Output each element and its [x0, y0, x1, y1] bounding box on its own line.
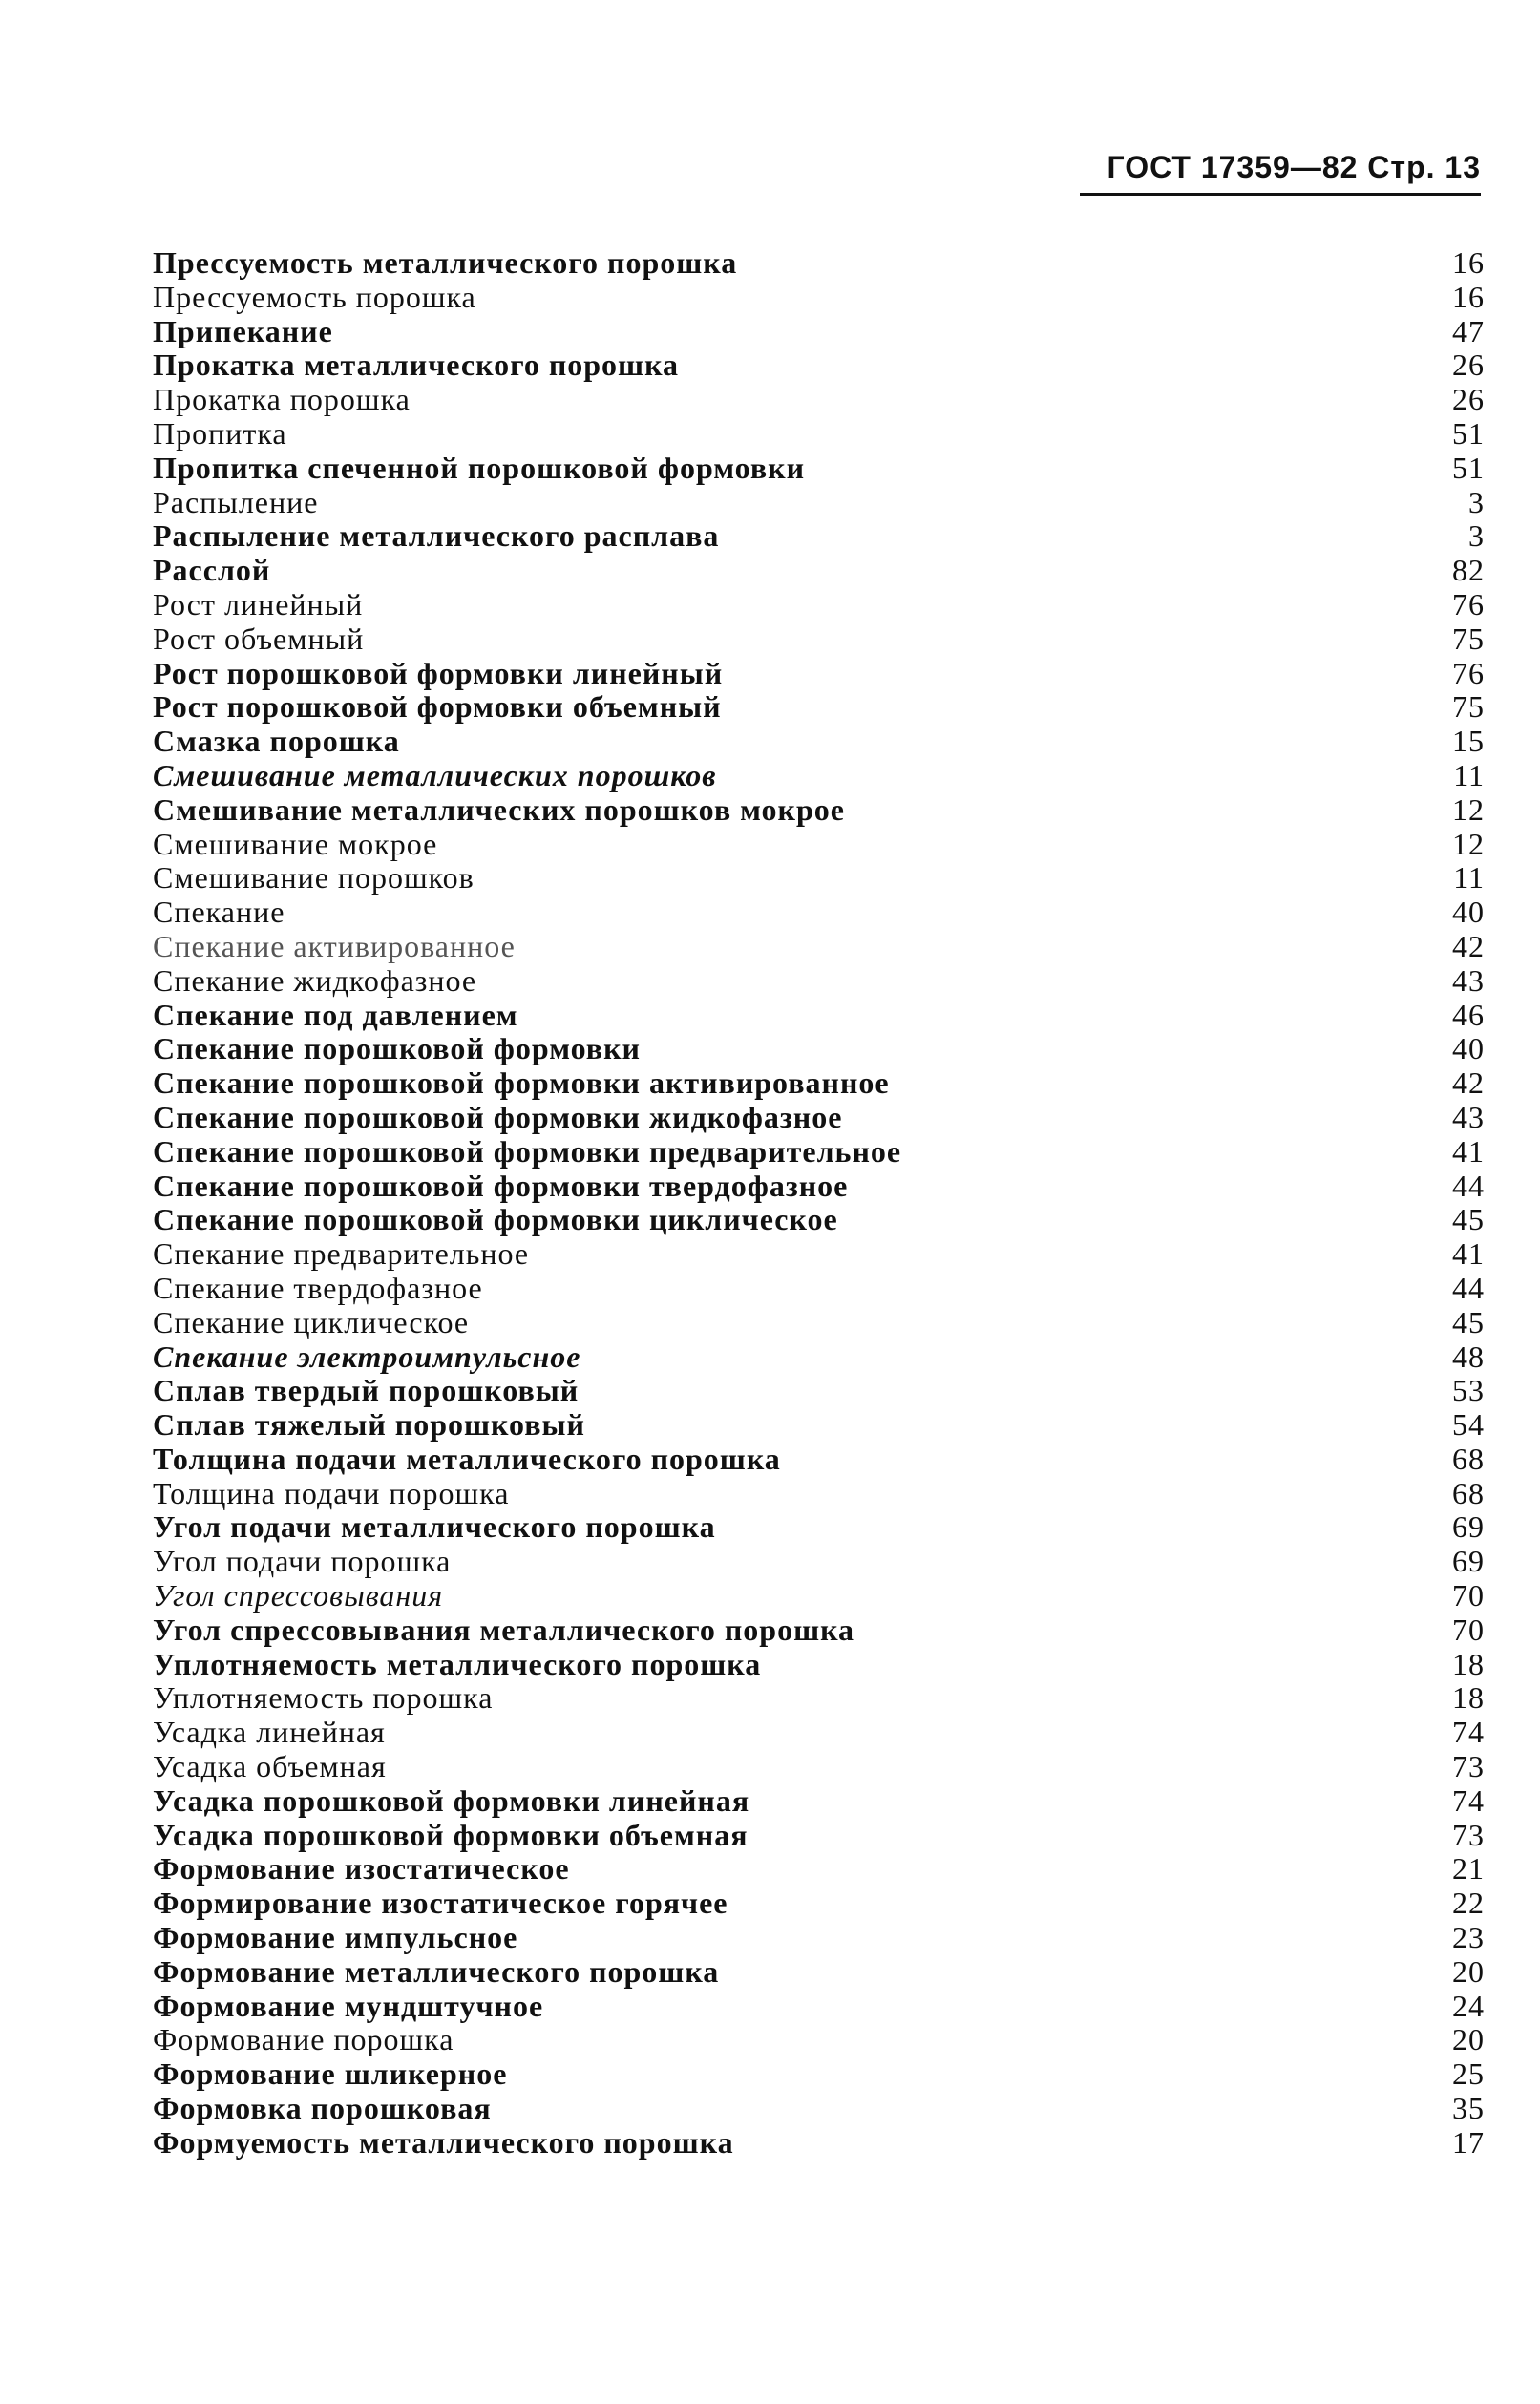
index-page-number: 41 [1452, 1133, 1485, 1169]
index-page-number: 18 [1452, 1680, 1485, 1716]
index-term: Прессуемость порошка [153, 279, 476, 314]
index-entry [153, 1066, 1485, 1101]
index-term: Уплотняемость металлического порошка [153, 1646, 762, 1681]
index-entry [153, 1340, 1485, 1375]
index-entry [153, 1477, 1485, 1511]
index-term: Пропитка спеченной порошковой формовки [153, 450, 805, 485]
index-term: Угол спрессовывания металлического порошка [153, 1612, 855, 1647]
index-entry [153, 281, 1485, 315]
index-entry [153, 1101, 1485, 1135]
index-entry [153, 1374, 1485, 1408]
page-title: ГОСТ 17359—82 Стр. 13 [1107, 150, 1481, 184]
index-term: Толщина подачи порошка [153, 1475, 510, 1510]
index-entry [153, 1510, 1485, 1545]
index-entry [153, 1784, 1485, 1819]
index-entry [153, 246, 1485, 281]
index-page-number: 74 [1452, 1715, 1485, 1750]
index-page-number: 74 [1452, 1782, 1485, 1818]
index-term: Спекание циклическое [153, 1304, 470, 1339]
index-entry [153, 1443, 1485, 1477]
index-entry [153, 725, 1485, 759]
index-term: Формирование изостатическое горячее [153, 1886, 728, 1921]
page-header [1080, 143, 1481, 196]
index-term: Толщина подачи металлического порошка [153, 1441, 781, 1476]
index-entry [153, 1681, 1485, 1716]
index-term: Формование шликерное [153, 2056, 508, 2092]
index-term: Спекание электроимпульсное [153, 1339, 581, 1374]
index-page-number: 25 [1452, 2056, 1485, 2092]
index-page-number: 51 [1452, 415, 1485, 451]
index-page-number: 73 [1452, 1817, 1485, 1852]
index-entry [153, 1887, 1485, 1921]
header-divider [1080, 193, 1481, 196]
index-page-number: 40 [1452, 1031, 1485, 1066]
index-term: Припекание [153, 313, 333, 348]
index-entry [153, 554, 1485, 588]
index-page-number: 12 [1452, 826, 1485, 861]
index-page-number: 82 [1452, 553, 1485, 588]
index-entry [153, 1750, 1485, 1784]
index-page-number: 68 [1452, 1441, 1485, 1476]
index-entry [153, 1272, 1485, 1306]
index-page-number: 45 [1452, 1304, 1485, 1339]
index-term: Формование изостатическое [153, 1851, 570, 1887]
index-page-number: 22 [1452, 1886, 1485, 1921]
index-entry [153, 1921, 1485, 1955]
index-entry [153, 930, 1485, 964]
index-entry [153, 657, 1485, 691]
index-entry [153, 1135, 1485, 1170]
index-entry [153, 1545, 1485, 1579]
index-entry [153, 1579, 1485, 1613]
index-entry [153, 793, 1485, 828]
index-page-number: 53 [1452, 1373, 1485, 1408]
index-entry [153, 417, 1485, 452]
index-entry [153, 1203, 1485, 1237]
index-term: Рост объемный [153, 621, 365, 656]
index-term: Усадка линейная [153, 1715, 386, 1750]
index-term: Спекание [153, 895, 285, 930]
index-page-number: 44 [1452, 1270, 1485, 1305]
index-term: Спекание порошковой формовки активированное [153, 1065, 890, 1101]
index-entry [153, 861, 1485, 896]
index-term: Формование мундштучное [153, 1988, 544, 2023]
index-page-number: 76 [1452, 655, 1485, 690]
index-term: Формование порошка [153, 2022, 454, 2057]
index-term: Уплотняемость порошка [153, 1680, 494, 1716]
index-page-number: 11 [1453, 860, 1485, 896]
index-page-number: 44 [1452, 1168, 1485, 1203]
index-term: Формовка порошковая [153, 2091, 492, 2126]
index-page-number: 46 [1452, 997, 1485, 1032]
index-entry [153, 1613, 1485, 1648]
index-entry [153, 2092, 1485, 2126]
index-term: Смазка порошка [153, 724, 400, 759]
index-page-number: 69 [1452, 1544, 1485, 1579]
index-entry [153, 999, 1485, 1033]
index-page-number: 12 [1452, 791, 1485, 827]
index-page-number: 43 [1452, 1099, 1485, 1134]
index-page-number: 54 [1452, 1407, 1485, 1443]
index-page-number: 73 [1452, 1749, 1485, 1784]
index-entry [153, 759, 1485, 793]
index-term: Расслой [153, 553, 271, 588]
index-page-number: 3 [1468, 484, 1485, 519]
index-page-number: 40 [1452, 895, 1485, 930]
index-term: Угол подачи порошка [153, 1544, 452, 1579]
index-page-number: 48 [1452, 1339, 1485, 1374]
term-index-list [153, 246, 1485, 2161]
index-term: Спекание порошковой формовки циклическое [153, 1202, 838, 1237]
index-term: Спекание активированное [153, 928, 516, 963]
index-page-number: 70 [1452, 1578, 1485, 1613]
index-term: Формуемость металлического порошка [153, 2124, 734, 2160]
index-term: Смешивание порошков [153, 860, 475, 896]
index-entry [153, 1955, 1485, 1990]
index-term: Формование металлического порошка [153, 1953, 720, 1989]
index-page-number: 20 [1452, 1953, 1485, 1989]
index-entry [153, 690, 1485, 725]
index-term: Прокатка металлического порошка [153, 348, 680, 383]
index-term: Усадка объемная [153, 1749, 387, 1784]
index-entry [153, 1852, 1485, 1887]
index-page-number: 43 [1452, 962, 1485, 998]
index-entry [153, 1716, 1485, 1750]
index-term: Спекание порошковой формовки предварительное [153, 1133, 902, 1169]
index-term: Спекание порошковой формовки твердофазное [153, 1168, 849, 1203]
index-term: Угол подачи металлического порошка [153, 1509, 716, 1545]
index-page-number: 16 [1452, 279, 1485, 314]
index-entry [153, 1819, 1485, 1853]
index-entry [153, 519, 1485, 554]
index-entry [153, 1408, 1485, 1443]
index-page-number: 51 [1452, 450, 1485, 485]
index-term: Спекание предварительное [153, 1236, 530, 1272]
index-page-number: 23 [1452, 1920, 1485, 1955]
index-term: Распыление металлического расплава [153, 518, 720, 554]
index-term: Спекание жидкофазное [153, 962, 477, 998]
index-entry [153, 486, 1485, 520]
index-page-number: 21 [1452, 1851, 1485, 1887]
index-term: Рост порошковой формовки линейный [153, 655, 724, 690]
index-entry [153, 315, 1485, 349]
index-entry [153, 452, 1485, 486]
index-entry [153, 1306, 1485, 1340]
index-entry [153, 1648, 1485, 1682]
index-term: Пропитка [153, 415, 287, 451]
index-page-number: 70 [1452, 1612, 1485, 1647]
index-page-number: 42 [1452, 928, 1485, 963]
index-term: Распыление [153, 484, 319, 519]
index-page-number: 47 [1452, 313, 1485, 348]
index-page-number: 69 [1452, 1509, 1485, 1545]
index-page-number: 45 [1452, 1202, 1485, 1237]
index-page-number: 11 [1453, 757, 1485, 792]
index-term: Смешивание металлических порошков мокрое [153, 791, 845, 827]
index-term: Спекание порошковой формовки жидкофазное [153, 1099, 843, 1134]
index-page-number: 3 [1468, 518, 1485, 554]
index-term: Формование импульсное [153, 1920, 518, 1955]
index-page-number: 76 [1452, 586, 1485, 622]
index-term: Спекание твердофазное [153, 1270, 483, 1305]
index-entry [153, 1032, 1485, 1066]
index-entry [153, 348, 1485, 383]
index-page-number: 75 [1452, 689, 1485, 725]
index-entry [153, 1237, 1485, 1272]
index-entry [153, 383, 1485, 417]
index-term: Усадка порошковой формовки объемная [153, 1817, 749, 1852]
index-entry [153, 2023, 1485, 2057]
index-term: Усадка порошковой формовки линейная [153, 1782, 750, 1818]
index-entry [153, 2057, 1485, 2092]
index-entry [153, 828, 1485, 862]
index-term: Спекание под давлением [153, 997, 518, 1032]
index-page-number: 41 [1452, 1236, 1485, 1272]
index-entry [153, 588, 1485, 622]
index-page-number: 17 [1452, 2124, 1485, 2160]
index-entry [153, 896, 1485, 930]
index-page-number: 68 [1452, 1475, 1485, 1510]
index-entry [153, 964, 1485, 999]
index-page-number: 15 [1452, 724, 1485, 759]
index-page-number: 26 [1452, 348, 1485, 383]
index-page-number: 42 [1452, 1065, 1485, 1101]
index-page-number: 20 [1452, 2022, 1485, 2057]
index-entry [153, 2126, 1485, 2161]
index-page-number: 24 [1452, 1988, 1485, 2023]
index-term: Угол спрессовывания [153, 1578, 444, 1613]
index-term: Рост порошковой формовки объемный [153, 689, 722, 725]
index-entry [153, 1990, 1485, 2024]
index-page-number: 18 [1452, 1646, 1485, 1681]
index-page-number: 16 [1452, 245, 1485, 280]
index-page-number: 35 [1452, 2091, 1485, 2126]
index-page-number: 75 [1452, 621, 1485, 656]
index-term: Смешивание металлических порошков [153, 757, 717, 792]
index-entry [153, 622, 1485, 657]
index-term: Прессуемость металлического порошка [153, 245, 738, 280]
index-entry [153, 1170, 1485, 1204]
index-term: Смешивание мокрое [153, 826, 438, 861]
index-page-number: 26 [1452, 382, 1485, 417]
index-term: Сплав твердый порошковый [153, 1373, 580, 1408]
index-term: Рост линейный [153, 586, 364, 622]
index-term: Спекание порошковой формовки [153, 1031, 641, 1066]
index-term: Сплав тяжелый порошковый [153, 1407, 585, 1443]
index-term: Прокатка порошка [153, 382, 411, 417]
